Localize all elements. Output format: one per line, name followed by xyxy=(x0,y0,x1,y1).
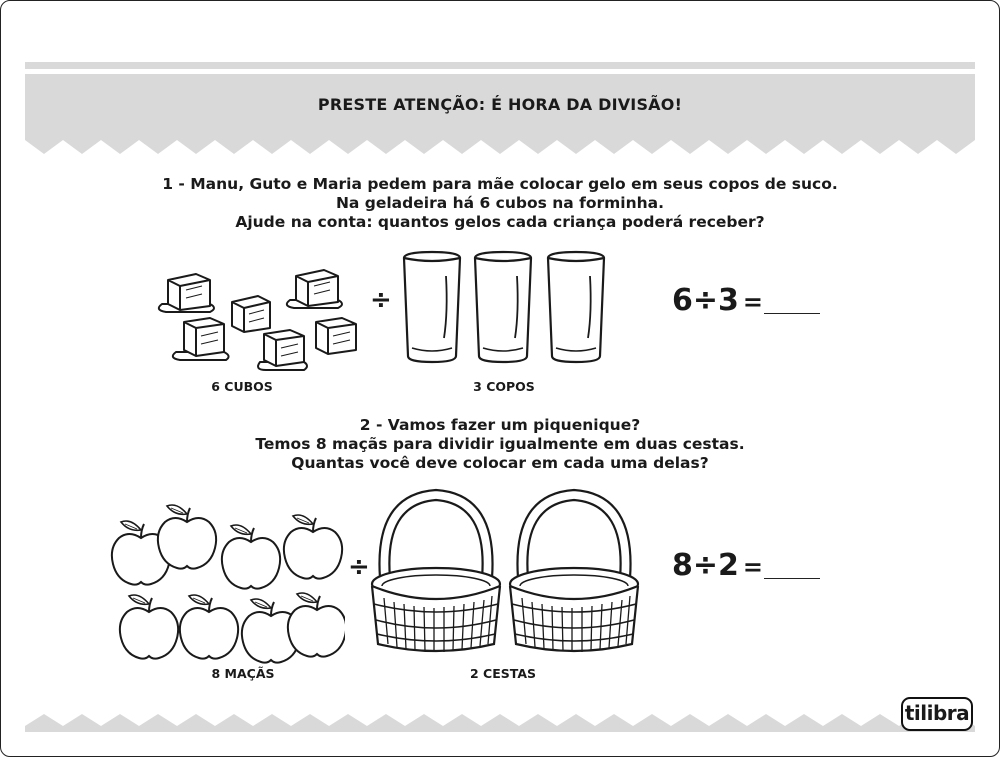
ice-cubes-caption: 6 CUBOS xyxy=(211,379,273,394)
ice-cube-icon xyxy=(159,274,214,312)
question-2-line-2: Temos 8 maçãs para dividir igualmente em duas cestas. xyxy=(255,435,745,453)
apple-icon xyxy=(288,593,345,657)
equation-2-expression: 8÷2 xyxy=(672,548,739,583)
glass-icon xyxy=(404,252,460,362)
apples-illustration xyxy=(105,498,345,666)
equation-2 xyxy=(672,548,767,583)
equation-1 xyxy=(672,283,767,318)
glasses-caption: 3 COPOS xyxy=(473,379,535,394)
apple-icon xyxy=(120,595,178,659)
question-2-line-1: 2 - Vamos fazer um piquenique? xyxy=(359,416,641,434)
top-divider xyxy=(25,62,975,69)
apple-icon xyxy=(158,505,216,569)
apple-icon xyxy=(284,515,342,579)
ice-cube-icon xyxy=(232,296,270,332)
equation-1-equals: = xyxy=(742,288,763,316)
apple-icon xyxy=(180,595,238,659)
answer-blank-1[interactable] xyxy=(764,313,820,314)
equation-2-equals: = xyxy=(742,553,763,581)
glass-icon xyxy=(475,252,531,362)
header-band xyxy=(25,74,975,158)
equation-1-expression: 6÷3 xyxy=(672,283,739,318)
divide-sign-1: ÷ xyxy=(370,285,392,315)
question-1-line-1: 1 - Manu, Guto e Maria pedem para mãe colocar gelo em seus copos de suco. xyxy=(162,175,838,193)
question-2-text xyxy=(0,416,1000,473)
answer-blank-2[interactable] xyxy=(764,578,820,579)
ice-cube-icon xyxy=(287,270,342,308)
question-1-line-3: Ajude na conta: quantos gelos cada criança poderá receber? xyxy=(235,213,765,231)
baskets-caption: 2 CESTAS xyxy=(470,666,536,681)
baskets-illustration xyxy=(366,484,646,659)
basket-icon xyxy=(510,490,638,652)
question-1-text xyxy=(0,175,1000,232)
ice-cube-icon xyxy=(316,318,356,354)
ice-cube-icon xyxy=(258,330,307,370)
divide-sign-2: ÷ xyxy=(348,552,370,582)
glasses-illustration xyxy=(398,250,613,365)
footer-band xyxy=(25,712,975,732)
page-title: PRESTE ATENÇÃO: É HORA DA DIVISÃO! xyxy=(317,95,683,114)
question-2-line-3: Quantas você deve colocar em cada uma delas? xyxy=(291,454,709,472)
basket-icon xyxy=(372,490,500,652)
ice-cubes-illustration xyxy=(150,262,370,377)
brand-logo: tilibra xyxy=(901,697,973,731)
ice-cube-icon xyxy=(173,318,229,360)
apple-icon xyxy=(222,525,280,589)
glass-icon xyxy=(548,252,604,362)
apples-caption: 8 MAÇÃS xyxy=(211,666,275,681)
question-1-line-2: Na geladeira há 6 cubos na forminha. xyxy=(335,194,665,212)
